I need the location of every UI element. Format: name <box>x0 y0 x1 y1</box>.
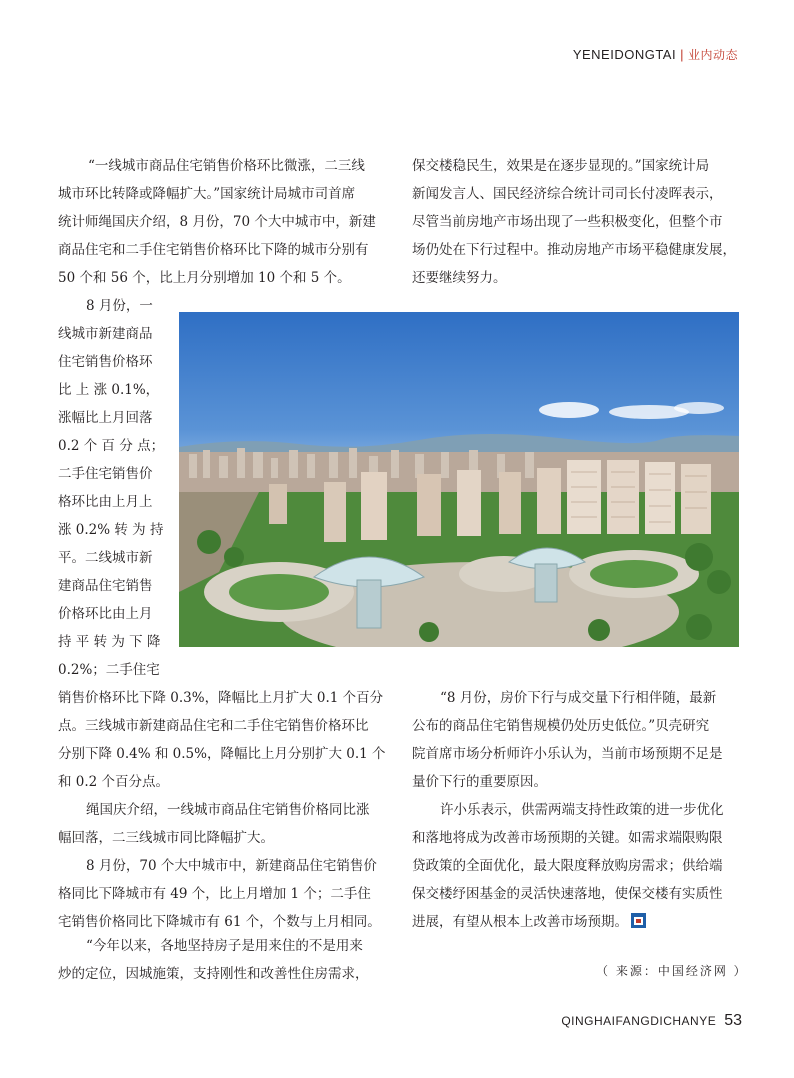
text-line: 宅销售价格同比下降城市有 61 个，个数与上月相同。 <box>58 914 381 930</box>
text-line: 新闻发言人、国民经济综合统计司司长付凌晖表示， <box>412 186 723 202</box>
text-line: 平。二线城市新 <box>58 550 153 566</box>
text-line: 格同比下降城市有 49 个，比上月增加 1 个；二手住 <box>58 886 371 902</box>
text-line: 点。三线城市新建商品住宅和二手住宅销售价格环比 <box>58 718 369 734</box>
text-line: 涨幅比上月回落 <box>58 410 153 426</box>
text-line: 比 上 涨 0.1%， <box>58 382 160 398</box>
text-line: 许小乐表示，供需两端支持性政策的进一步优化 <box>440 802 724 818</box>
text-line: 持 平 转 为 下 降 <box>58 634 161 650</box>
text-line: 商品住宅和二手住宅销售价格环比下降的城市分别有 <box>58 242 369 258</box>
text-line: 二手住宅销售价 <box>58 466 153 482</box>
text-line: 涨 0.2% 转 为 持 <box>58 522 164 538</box>
running-header <box>573 46 738 63</box>
text-line: 住宅销售价格环 <box>58 354 153 370</box>
text-line: 公布的商品住宅销售规模仍处历史低位。”贝壳研究 <box>412 718 710 734</box>
text-line: 还要继续努力。 <box>412 270 507 286</box>
text-line: 尽管当前房地产市场出现了一些积极变化，但整个市 <box>412 214 723 230</box>
text-line: “8 月份，房价下行与成交量下行相伴随，最新 <box>440 690 717 706</box>
text-line: 量价下行的重要原因。 <box>412 774 547 790</box>
text-line: 0.2%；二手住宅 <box>58 662 160 678</box>
text-line: 城市环比转降或降幅扩大。”国家统计局城市司首席 <box>58 186 356 202</box>
end-of-article-icon <box>631 913 646 928</box>
city-aerial-photo <box>179 312 739 647</box>
text-line: 保交楼稳民生，效果是在逐步显现的。”国家统计局 <box>412 158 710 174</box>
text-line: 炒的定位，因城施策，支持刚性和改善性住房需求， <box>58 966 369 982</box>
text-line: 贷政策的全面优化，最大限度释放购房需求；供给端 <box>412 858 723 874</box>
text-line: 绳国庆介绍，一线城市商品住宅销售价格同比涨 <box>86 802 370 818</box>
text-line: 8 月份，70 个大中城市中，新建商品住宅销售价 <box>86 858 377 874</box>
text-line: 建商品住宅销售 <box>58 578 153 594</box>
city-aerial-illustration <box>179 312 739 647</box>
text-line: 保交楼纾困基金的灵活快速落地，使保交楼有实质性 <box>412 886 723 902</box>
text-line: 销售价格环比下降 0.3%，降幅比上月扩大 0.1 个百分 <box>58 690 384 706</box>
header-section: 业内动态 <box>687 48 738 62</box>
footer-magazine-name: QINGHAIFANGDICHANYE <box>561 1014 717 1028</box>
text-line: 幅回落，二三线城市同比降幅扩大。 <box>58 830 274 846</box>
text-line: 统计师绳国庆介绍，8 月份，70 个大中城市中，新建 <box>58 214 376 230</box>
text-line: 院首席市场分析师许小乐认为，当前市场预期不足是 <box>412 746 723 762</box>
text-line: 分别下降 0.4% 和 0.5%，降幅比上月分别扩大 0.1 个 <box>58 746 386 762</box>
text-line: 0.2 个 百 分 点； <box>58 438 165 454</box>
text-line: “一线城市商品住宅销售价格环比微涨，二三线 <box>88 158 365 174</box>
page-number: 53 <box>724 1012 742 1029</box>
text-line: 和落地将成为改善市场预期的关键。如需求端限购限 <box>412 830 723 846</box>
text-line: 和 0.2 个百分点。 <box>58 774 170 790</box>
text-line: 50 个和 56 个，比上月分别增加 10 个和 5 个。 <box>58 270 351 286</box>
text-line: 场仍处在下行过程中。推动房地产市场平稳健康发展， <box>412 242 736 258</box>
header-separator: | <box>680 47 684 62</box>
text-line: 线城市新建商品 <box>58 326 153 342</box>
source-credit: （ 来源：中国经济网 ） <box>596 964 748 978</box>
text-line-content: 进展，有望从根本上改善市场预期。 <box>412 914 628 930</box>
text-line: 价格环比由上月 <box>58 606 153 622</box>
header-pinyin: YENEIDONGTAI <box>572 47 677 62</box>
text-line: 8 月份，一 <box>86 298 153 314</box>
text-line: “今年以来，各地坚持房子是用来住的不是用来 <box>86 938 363 954</box>
text-line <box>412 912 646 932</box>
text-line: 格环比由上月上 <box>58 494 153 510</box>
running-footer <box>561 1012 742 1030</box>
